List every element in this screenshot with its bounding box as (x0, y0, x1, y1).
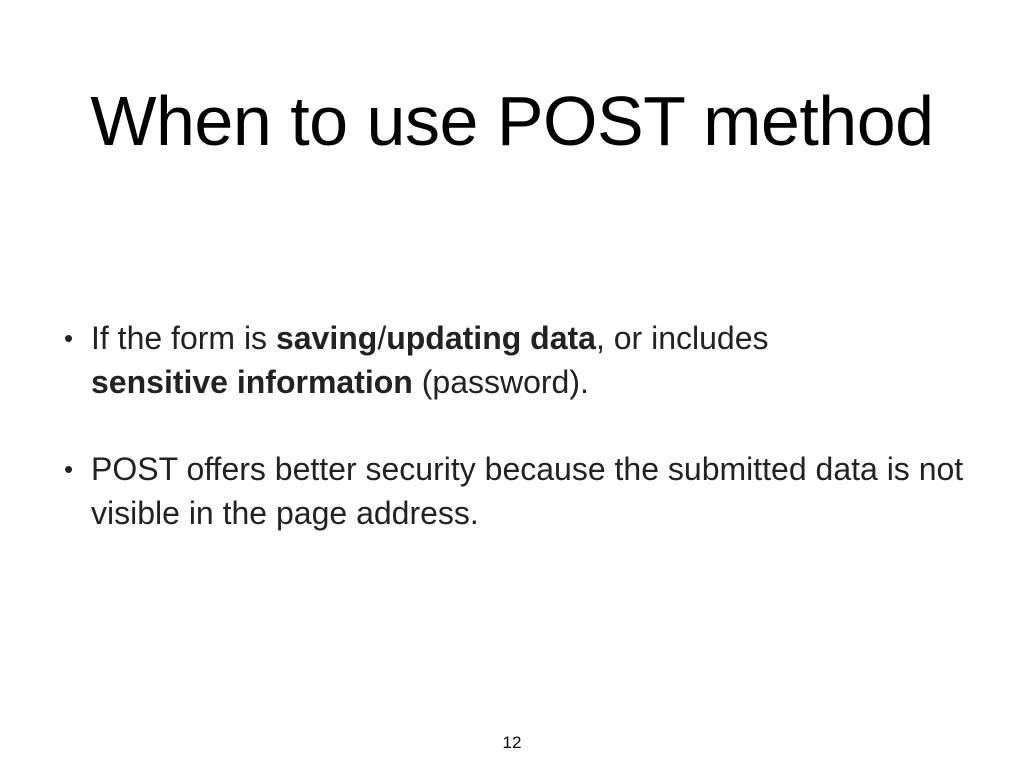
bullet-emphasis-sensitive-information: sensitive information (91, 364, 413, 400)
bullet-text: If the form is (91, 320, 276, 356)
bullet-text: (password). (412, 364, 589, 400)
page-number: 12 (502, 733, 522, 752)
bullet-list (64, 316, 964, 535)
bullet-text: , or includes (595, 320, 769, 356)
bullet-dot-icon: • (64, 323, 74, 353)
slide-title: When to use POST method (90, 82, 934, 160)
bullet-emphasis-updating-data: updating data (386, 320, 596, 356)
bullet-emphasis-saving: saving (275, 320, 378, 356)
bullet-dot-icon: • (64, 454, 74, 484)
bullet-text: POST offers better security because the submitted data is not visible in the page address. (91, 451, 964, 531)
bullet-item-post-security (64, 447, 964, 535)
bullet-item-post-use-cases (64, 316, 964, 404)
bullet-text: / (377, 320, 387, 356)
